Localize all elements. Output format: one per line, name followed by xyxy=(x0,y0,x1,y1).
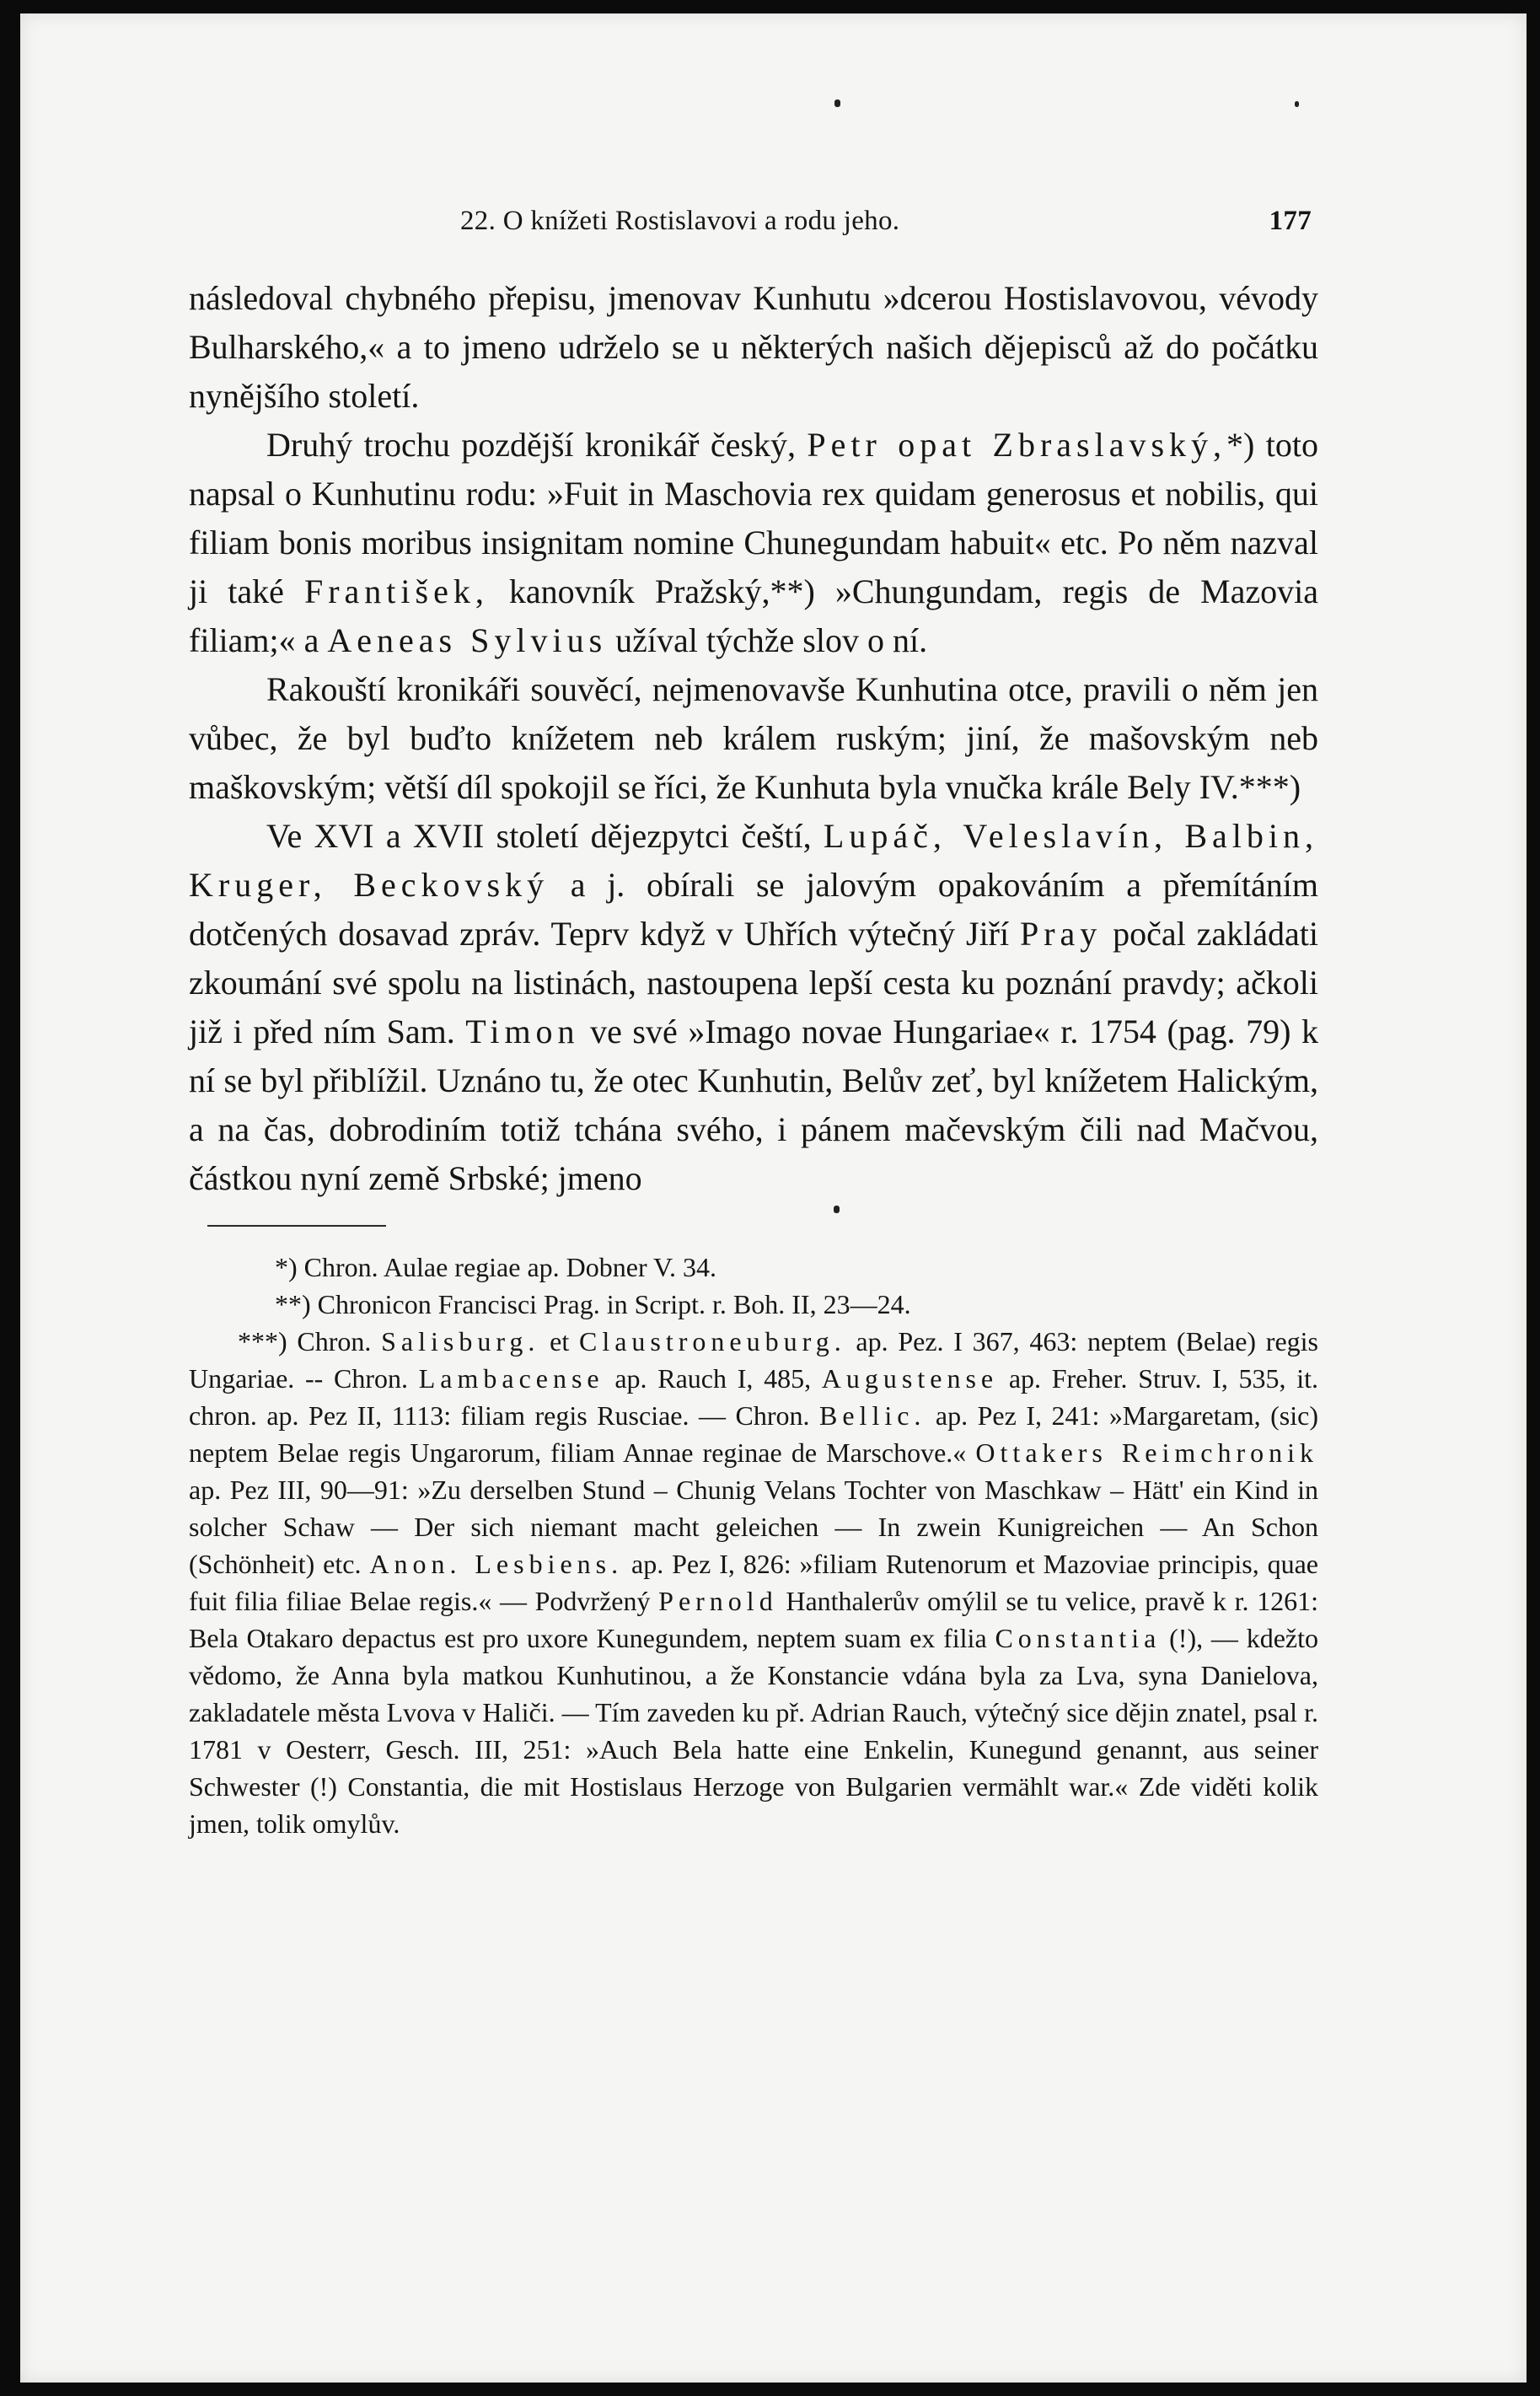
paragraph: následoval chybného přepisu, jmenovav Kunhutu »dcerou Hostislavovou, vévody Bulharského,« a to jmeno udrželo se u některých našich dějepisců až do počátku nynějšího století. xyxy=(189,279,1318,415)
paragraph: Druhý trochu pozdější kronikář český, Petr opat Zbraslavský,*) toto napsal o Kunhutinu rodu: »Fuit in Maschovia rex quidam generosus et nobilis, qui filiam bonis moribus insignitam nomine Chunegundam habuit« etc. Po něm nazval ji také František, kanovník Pražský,**) »Chungundam, regis de Mazovia filiam;« a Aeneas Sylvius užíval týchže slov o ní. xyxy=(189,426,1319,659)
main-text xyxy=(189,274,1318,1203)
spaced-name: Petr opat Zbraslavský, xyxy=(807,426,1227,464)
paragraph: Ve XVI a XVII století dějezpytci čeští, Lupáč, Veleslavín, Balbin, Kruger, Beckovský a j. obírali se jalovým opakováním a přemítáním dotčených dosavad zpráv. Teprv když v Uhřích výtečný Jiří Pray počal zakládati zkoumání své spolu na listinách, nastoupena lepší cesta ku poznání pravdy; ačkoli již i před ním Sam. Timon ve své »Imago novae Hungariae« r. 1754 (pag. 79) k ní se byl přiblížil. Uznáno tu, že otec Kunhutin, Belův zeť, byl knížetem Halickým, a na čas, dobrodiním totiž tchána svého, i pánem mačevským čili nad Mačvou, částkou nyní země Srbské; jmeno xyxy=(189,817,1319,1197)
spaced-name: František, xyxy=(303,572,489,610)
footnote: **) Chronicon Francisci Prag. in Script. r. Boh. II, 23—24. xyxy=(275,1289,911,1319)
ink-speck xyxy=(1295,101,1299,107)
book-page xyxy=(20,13,1527,2383)
footnote-divider xyxy=(207,1225,386,1227)
chapter-title: 22. O knížeti Rostislavovi a rodu jeho. xyxy=(460,206,900,236)
ink-speck xyxy=(834,99,840,107)
page-content xyxy=(189,206,1318,1842)
paragraph: Rakouští kronikáři souvěcí, nejmenovavše Kunhutina otce, pravili o něm jen vůbec, že byl buďto knížetem neb králem ruským; jiní, že mašovským neb maškovským; větší díl spokojil se říci, že Kunhuta byla vnučka krále Bely IV.***) xyxy=(189,670,1318,806)
footnote: *) Chron. Aulae regiae ap. Dobner V. 34. xyxy=(275,1252,717,1282)
spaced-name: Aeneas Sylvius xyxy=(327,621,608,659)
spaced-name: Timon xyxy=(465,1013,580,1050)
footnote: ***) Chron. Salisburg. et Claustroneuburg. ap. Pez. I 367, 463: neptem (Belae) regis Ungariae. -- Chron. Lambacense ap. Rauch I, 485, Augustense ap. Freher. Struv. I, 535, it. chron. ap. Pez II, 1113: filiam regis Rusciae. — Chron. Bellic. ap. Pez I, 241: »Margaretam, (sic) neptem Belae regis Ungarorum, filiam Annae reginae de Marschove.« Ottakers Reimchronik ap. Pez III, 90—91: »Zu derselben Stund – Chunig Velans Tochter von Maschkaw – Hätt' ein Kind in solcher Schaw — Der sich niemant macht geleichen — In zwein Kunigreichen — An Schon (Schönheit) etc. Anon. Lesbiens. ap. Pez I, 826: »filiam Rutenorum et Mazoviae principis, quae fuit filia filiae Belae regis.« — Podvržený Pernold Hanthalerův omýlil se tu velice, pravě k r. 1261: Bela Otakaro depactus est pro uxore Kunegundem, neptem suam ex filia Constantia (!), — kdežto vědomo, že Anna byla matkou Kunhutinou, a že Konstancie vdána byla za Lva, syna Danielova, zakladatele města Lvova v Haliči. — Tím zaveden ku př. Adrian Rauch, výtečný sice dějin znatel, psal r. 1781 v Oesterr, Gesch. III, 251: »Auch Bela hatte eine Enkelin, Kunegund genannt, aus seiner Schwester (!) Constantia, die mit Hostislaus Herzoge von Bulgarien vermählt war.« Zde viděti kolik jmen, tolik omylův. xyxy=(189,1326,1319,1839)
footnotes xyxy=(189,1249,1318,1842)
running-head xyxy=(189,206,1318,237)
spaced-name: Lupáč, Veleslavín, Balbin, Kruger, Beckovský xyxy=(189,817,1318,904)
spaced-name: Pray xyxy=(1019,915,1103,953)
page-number: 177 xyxy=(1269,206,1312,236)
